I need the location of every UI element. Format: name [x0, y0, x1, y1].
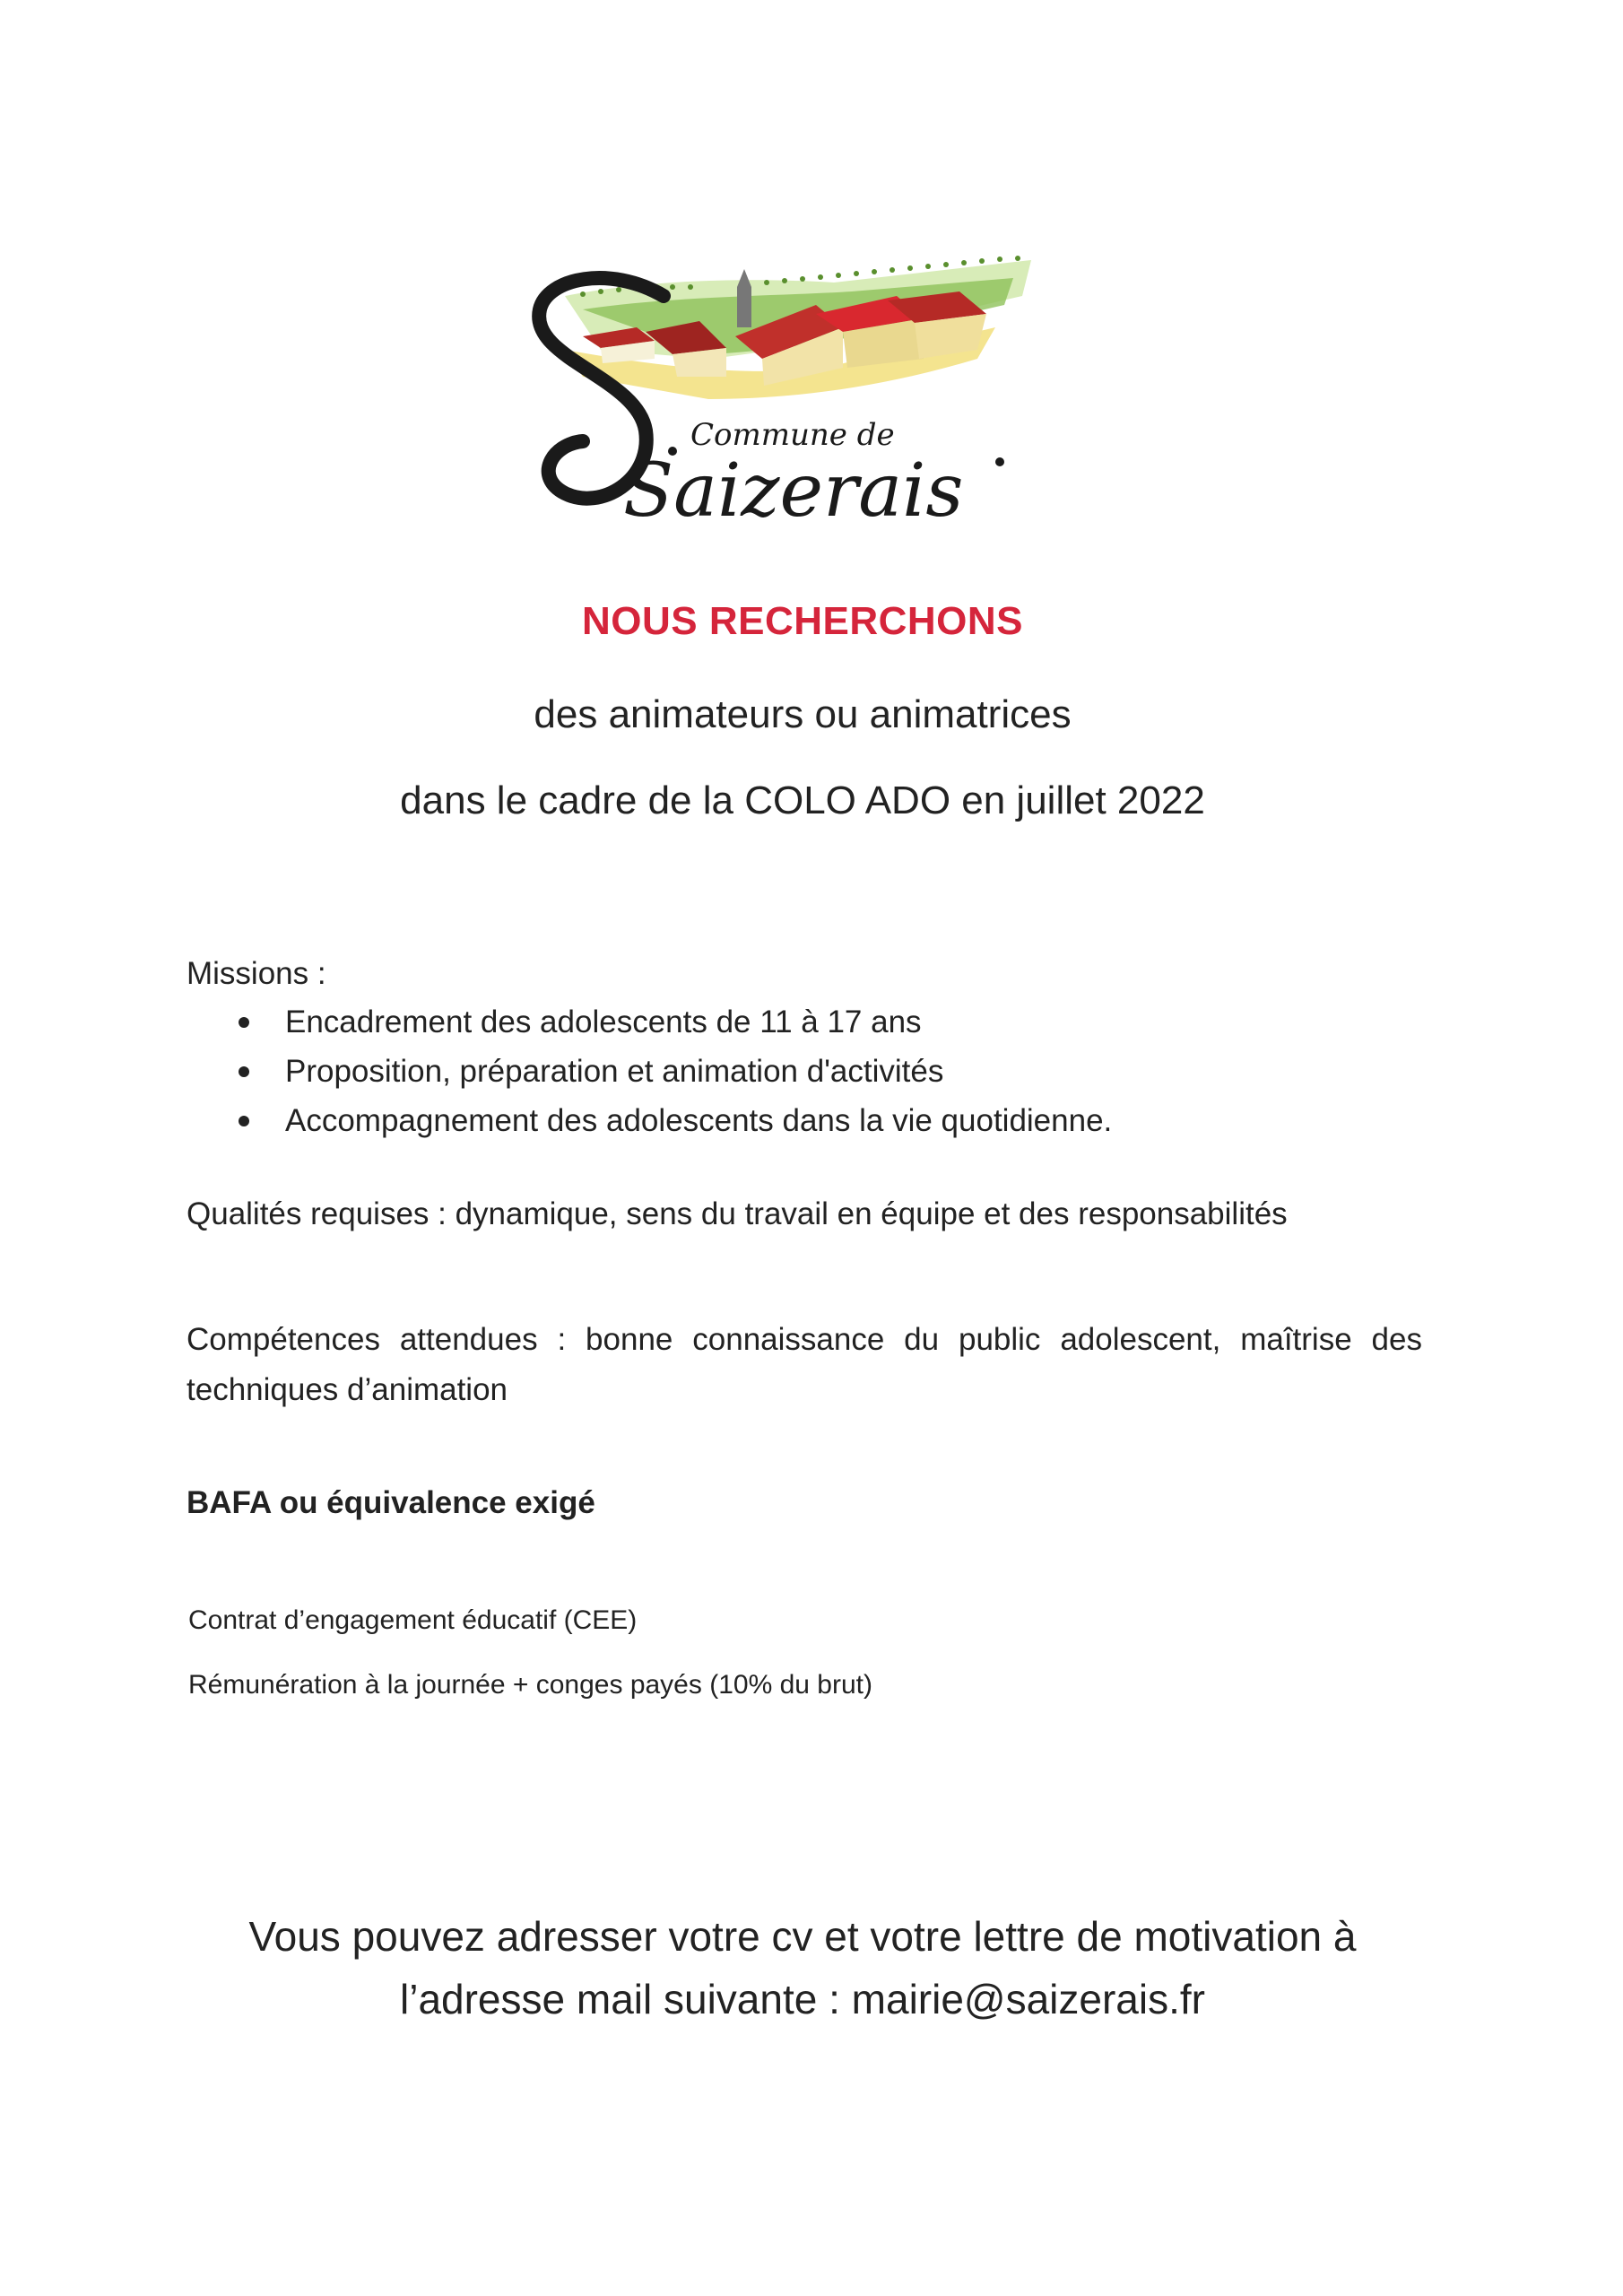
commune-logo — [529, 242, 1076, 547]
closing-text — [0, 1905, 1605, 2031]
competences-paragraph: Compétences attendues : bonne connaissance du public adolescent, maîtrise des techniques d’animation — [187, 1322, 1422, 1407]
closing-line-1: Vous pouvez adresser votre cv et votre lettre de motivation à — [248, 1913, 1357, 1960]
page-heading: NOUS RECHERCHONS — [581, 599, 1024, 643]
missions-list — [187, 1003, 1112, 1151]
bafa-requirement: BAFA ou équivalence exigé — [187, 1485, 595, 1520]
remuneration-line: Rémunération à la journée + conges payés (10% du brut) — [188, 1670, 872, 1700]
subtitle-line-2: dans le cadre de la COLO ADO en juillet 2022 — [400, 778, 1205, 822]
closing-line-2: l’adresse mail suivante : mairie@saizerais.fr — [400, 1976, 1205, 2022]
missions-label: Missions : — [187, 956, 326, 991]
qualites-paragraph: Qualités requises : dynamique, sens du travail en équipe et des responsabilités — [187, 1196, 1288, 1231]
logo-small-text: Commune de — [690, 417, 895, 453]
list-item: Accompagnement des adolescents dans la vie quotidienne. — [187, 1101, 1112, 1151]
contrat-line: Contrat d’engagement éducatif (CEE) — [188, 1605, 638, 1635]
logo-big-text: Saizerais — [623, 448, 964, 534]
saizerais-logo-graphic — [529, 242, 1076, 547]
subtitle-line-1: des animateurs ou animatrices — [534, 692, 1072, 736]
list-item: Encadrement des adolescents de 11 à 17 ans — [187, 1003, 1112, 1052]
list-item: Proposition, préparation et animation d'activités — [187, 1052, 1112, 1101]
